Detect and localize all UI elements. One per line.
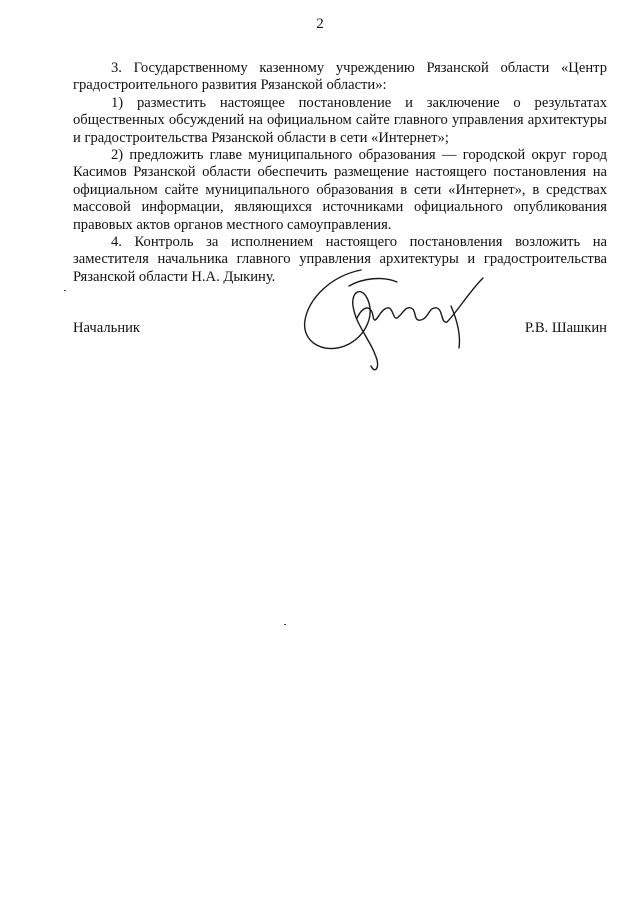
handwritten-signature [301,248,486,378]
scan-speck [64,290,66,291]
signer-name: Р.В. Шашкин [524,320,607,336]
paragraph-item-3: 3. Государственному казенному учреждению Рязанской области «Центр градостроительного развития Рязанской области»: [73,60,607,94]
paragraph-subitem-1: 1) разместить настоящее постановление и заключение о результатах общественных обсуждений на официальном сайте главного управления архитектуры и градостроительства Рязанской области в сети «Интернет»; [73,94,607,146]
signer-title: Начальник [73,320,141,336]
paragraph-item-4: 4. Контроль за исполнением настоящего постановления возложить на заместителя начальника главного управления архитектуры и градостроительства Рязанской области Н.А. Дыкину. [73,234,607,285]
scan-speck [284,624,286,625]
page-number: 2 [316,16,324,32]
signature-block [73,316,607,376]
paragraph-subitem-2: 2) предложить главе муниципального образования — городской округ город Касимов Рязанской области обеспечить размещение настоящего постановления на официальном сайте муниципального образования в сети «Интернет», в средствах массовой информации, являющихся источниками официального опубликования правовых актов органов местного самоуправления. [73,147,607,233]
